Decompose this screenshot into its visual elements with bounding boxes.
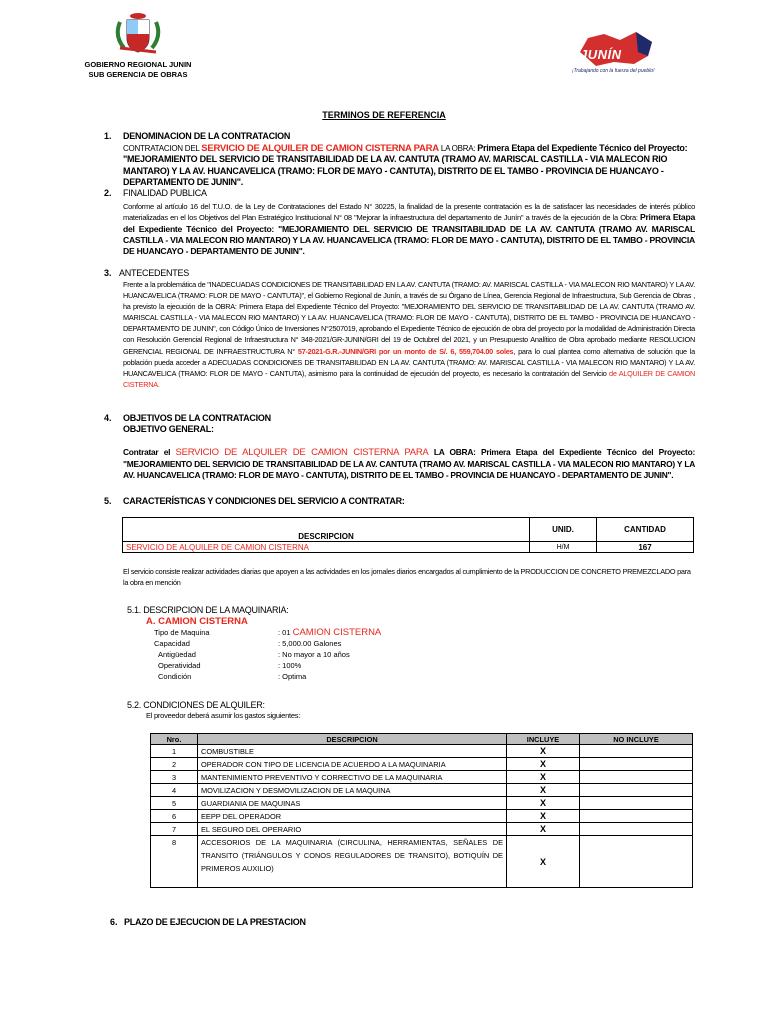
section-5-number: 5. xyxy=(104,496,112,506)
cond-incl: X xyxy=(507,823,580,836)
section-1-lead: CONTRATACION DEL xyxy=(123,144,202,153)
cond-desc: EEPP DEL OPERADOR xyxy=(198,810,507,823)
cond-row xyxy=(151,797,693,810)
section-6-number: 6. xyxy=(110,917,118,927)
section-5-2-heading: 5.2. CONDICIONES DE ALQUILER: xyxy=(127,700,265,710)
spec-value: : 100% xyxy=(278,661,302,670)
section-1-number: 1. xyxy=(104,131,112,141)
cond-nro: 5 xyxy=(151,797,198,810)
cond-desc: EL SEGURO DEL OPERARIO xyxy=(198,823,507,836)
spec-row xyxy=(154,628,414,639)
cond-desc: MANTENIMIENTO PREVENTIVO Y CORRECTIVO DE LA MAQUINARIA xyxy=(198,771,507,784)
cond-incl: X xyxy=(507,797,580,810)
logo-slogan: ¡Trabajando con la fuerza del pueblo! xyxy=(572,68,655,74)
service-col-unit: UNID. xyxy=(530,518,597,542)
cond-row xyxy=(151,784,693,797)
service-col-desc: DESCRIPCION xyxy=(123,518,530,542)
cond-desc: COMBUSTIBLE xyxy=(198,745,507,758)
cond-nro: 1 xyxy=(151,745,198,758)
section-3-number: 3. xyxy=(104,268,112,278)
section-4-heading: OBJETIVOS DE LA CONTRATACION xyxy=(123,413,271,423)
cond-nro: 3 xyxy=(151,771,198,784)
doc-title: TERMINOS DE REFERENCIA xyxy=(322,110,446,120)
section-1-rest: Primera Etapa del Expediente Técnico del Proyecto: "MEJORAMIENTO DEL SERVICIO DE TRANSITABILIDAD DE LA AV. CANTUTA (TRAMO AV. MARISCAL CASTILLA - VIA MALECON RIO MANTARO) Y LA AV. HUANCAVELICA (TRAMO: FLOR DE MAYO - CANTUTA), DISTRITO DE EL TAMBO - PROVINCIA DE HUANCAYO - DEPARTAMENTO DE JUNIN". xyxy=(123,143,688,188)
section-1-text xyxy=(123,143,695,189)
section-5-2-intro: El proveedor deberá asumir los gastos siguientes: xyxy=(146,711,301,720)
spec-value xyxy=(278,628,381,639)
cond-incl: X xyxy=(507,758,580,771)
spec-value: : No mayor a 10 años xyxy=(278,650,350,659)
cond-desc: GUARDIANIA DE MAQUINAS xyxy=(198,797,507,810)
section-3-budget: 57-2021-G.R.-JUNIN/GRI por un monto de S/. 6, 559,704.00 soles xyxy=(297,346,514,356)
spec-row xyxy=(154,672,418,683)
cond-noincl xyxy=(580,836,693,888)
cond-desc: MOVILIZACION Y DESMOVILIZACION DE LA MAQUINA xyxy=(198,784,507,797)
spec-value: : Optima xyxy=(278,672,307,681)
spec-label: Operatividad xyxy=(158,661,201,670)
section-5-heading: CARACTERÍSTICAS Y CONDICIONES DEL SERVICIO A CONTRATAR: xyxy=(123,496,405,506)
cond-nro: 4 xyxy=(151,784,198,797)
junin-logo xyxy=(574,30,660,78)
spec-row xyxy=(154,639,414,650)
section-2-text xyxy=(123,201,695,257)
cond-noincl xyxy=(580,758,693,771)
section-3-text xyxy=(123,279,695,390)
cond-noincl xyxy=(580,784,693,797)
cond-nro: 2 xyxy=(151,758,198,771)
cond-noincl xyxy=(580,745,693,758)
cond-row xyxy=(151,836,693,888)
spec-label: Antigüedad xyxy=(158,650,196,659)
section-4-lead: Contratar el xyxy=(123,447,176,457)
cond-noincl xyxy=(580,771,693,784)
cond-nro: 6 xyxy=(151,810,198,823)
section-2-heading: FINALIDAD PUBLICA xyxy=(123,188,207,198)
cond-noincl xyxy=(580,797,693,810)
cond-nro: 7 xyxy=(151,823,198,836)
section-4-rest: LA OBRA: Primera Etapa del Expediente Técnico del Proyecto: "MEJORAMIENTO DEL SERVICIO DE TRANSITABILIDAD DE LA AV. CANTUTA (TRAMO AV. MARISCAL CASTILLA - VIA MALECON RIO MANTARO) Y LA AV. HUANCAVELICA (TRAMO: FLOR DE MAYO - CANTUTA), DISTRITO DE EL TAMBO - PROVINCIA DE HUANCAYO - DEPARTAMENTO DE JUNIN". xyxy=(123,447,695,480)
cond-incl: X xyxy=(507,810,580,823)
section-6-heading: PLAZO DE EJECUCION DE LA PRESTACION xyxy=(124,917,306,927)
section-5-intro: El servicio consiste realizar actividades diarias que apoyen a las actividades en los jornales diarios encargados al cumplimiento de la PRODUCCION DE CONCRETO PREMEZCLADO para la obra en mención xyxy=(123,567,691,587)
cond-col-nro: Nro. xyxy=(151,734,198,745)
spec-value: : 5,000.00 Galones xyxy=(278,639,342,648)
section-1-mid: LA OBRA: xyxy=(438,144,478,153)
cond-incl: X xyxy=(507,836,580,888)
cond-col-desc: DESCRIPCION xyxy=(198,734,507,745)
cond-col-incl: INCLUYE xyxy=(507,734,580,745)
cond-row xyxy=(151,810,693,823)
spec-label: Capacidad xyxy=(154,639,190,648)
cond-incl: X xyxy=(507,771,580,784)
section-4-text xyxy=(123,447,695,482)
section-4-service: SERVICIO DE ALQUILER DE CAMION CISTERNA PARA xyxy=(175,447,429,458)
conditions-table xyxy=(150,733,693,888)
section-1-service: SERVICIO DE ALQUILER DE CAMION CISTERNA PARA xyxy=(201,143,439,154)
section-1-heading: DENOMINACION DE LA CONTRATACION xyxy=(123,131,291,141)
cond-row xyxy=(151,758,693,771)
service-row-desc: SERVICIO DE ALQUILER DE CAMION CISTERNA xyxy=(123,542,530,553)
section-2-number: 2. xyxy=(104,188,112,198)
service-table xyxy=(122,517,694,553)
spec-label: Condición xyxy=(158,672,192,681)
coat-of-arms-logo xyxy=(112,8,164,58)
cond-noincl xyxy=(580,810,693,823)
org-name xyxy=(62,60,214,80)
section-3-body-b: , para lo cual plantea como alternativa de solución que la población pueda acceder a ADECUADAS CONDICIONES DE TRANSITABILIDAD EN LA AV. CANTUTA (TRAMO: AV. MARISCAL CASTILLA - VIA MALECON RIO MANTARO) Y LA AV. HUANCAVELICA (TRAMO: FLOR DE MAYO - CANTUTA), asimismo para la continuidad de ejecución del proyecto, es necesario la contratación del Servicio xyxy=(123,346,695,378)
section-2-body-bold: Primera Etapa del Expediente Técnico del Proyecto: "MEJORAMIENTO DEL SERVICIO DE TRANSITABILIDAD DE LA AV. CANTUTA (TRAMO AV. MARISCAL CASTILLA - VIA MALECON RIO MANTARO) Y LA AV. HUANCAVELICA (TRAMO: FLOR DE MAYO - CANTUTA), DISTRITO DE EL TAMBO - PROVINCIA DE HUANCAYO - DEPARTAMENTO DE JUNIN". xyxy=(123,212,695,257)
service-row-unit: H/M xyxy=(530,542,597,553)
cond-noincl xyxy=(580,823,693,836)
org-line-2: SUB GERENCIA DE OBRAS xyxy=(88,70,188,79)
cond-desc: ACCESORIOS DE LA MAQUINARIA (CIRCULINA, HERRAMIENTAS, SEÑALES DE TRANSITO (TRIÁNGULOS Y CONOS REGULADORES DE TRANSITO), BOTIQUÍN DE PRIMEROS AUXILIO) xyxy=(198,836,507,888)
cond-row xyxy=(151,745,693,758)
section-2-body: Conforme al artículo 16 del T.U.O. de la Ley de Contrataciones del Estado N° 30225, la finalidad de la presente contratación es la de satisfacer las necesidades de interés público materializadas en el los Objetivos del Plan Estratégico Institucional N° 08 "Mejorar la infraestructura del departamento de Junín" a través de la ejecución de la Obra: xyxy=(123,202,695,223)
cond-incl: X xyxy=(507,745,580,758)
service-row-qty: 167 xyxy=(597,542,694,553)
section-3-heading: ANTECEDENTES xyxy=(119,268,190,278)
section-3-service: de ALQUILER DE CAMION CISTERNA. xyxy=(123,368,695,389)
service-col-qty: CANTIDAD xyxy=(597,518,694,542)
spec-label: Tipo de Maquina xyxy=(154,628,210,637)
spec-row xyxy=(154,661,418,672)
cond-col-noincl: NO INCLUYE xyxy=(580,734,693,745)
spec-list xyxy=(154,628,418,683)
cond-incl: X xyxy=(507,784,580,797)
section-4-number: 4. xyxy=(104,413,112,423)
cond-row xyxy=(151,771,693,784)
spec-row xyxy=(154,650,418,661)
section-4-subheading: OBJETIVO GENERAL: xyxy=(123,424,214,434)
org-line-1: GOBIERNO REGIONAL JUNIN xyxy=(84,60,192,69)
spec-value-prefix: : 01 xyxy=(278,628,293,637)
logo-word: JUNÍN xyxy=(580,47,622,62)
section-5-1-heading: 5.1. DESCRIPCION DE LA MAQUINARIA: xyxy=(127,605,289,615)
spec-value-red: CAMION CISTERNA xyxy=(292,627,382,638)
cond-desc: OPERADOR CON TIPO DE LICENCIA DE ACUERDO A LA MAQUINARIA xyxy=(198,758,507,771)
cond-row xyxy=(151,823,693,836)
cond-nro: 8 xyxy=(151,836,198,888)
section-5-1-sub: A. CAMION CISTERNA xyxy=(146,616,248,627)
section-3-body-a: Frente a la problemática de "INADECUADAS CONDICIONES DE TRANSITABILIDAD EN LA AV. CANTUTA (TRAMO: AV. MARISCAL CASTILLA - VIA MALECON RIO MANTARO) Y LA AV. HUANCAVELICA (TRAMO: FLOR DE MAYO - CANTUTA)", el Gobierno Regional de Junín, a través de su Órgano de Línea, Gerencia Regional de Infraestructura, Sub Gerencia de Obras , ha previsto la ejecución de la OBRA: Primera Etapa del Expediente Técnico del Proyecto: "MEJORAMIENTO DEL SERVICIO DE TRANSITABILIDAD DE LA AV. CANTUTA (TRAMO AV. MARISCAL CASTILLA - VIA MALECON RIO MANTARO) Y LA AV. HUANCAVELICA (TRAMO: FLOR DE MAYO - CANTUTA), DISTRITO DE EL TAMBO - PROVINCIA DE HUANCAYO - DEPARTAMENTO DE JUNIN", con Código Único de Inversiones N°2507019, aprobando el Expediente Técnico de ejecución de obra del proyecto por la modalidad de Administración Directa con Resolución Gerencial Regional de Infraestructura N° 348-2021/GR-JUNIN/GRI del 19 de Octubrel del 2021, y un Presupuesto Analítico de Obra aprobado mediante RESOLUCION GERENCIAL REGIONAL DE INFRAESTRUCTURA N° xyxy=(123,280,695,356)
